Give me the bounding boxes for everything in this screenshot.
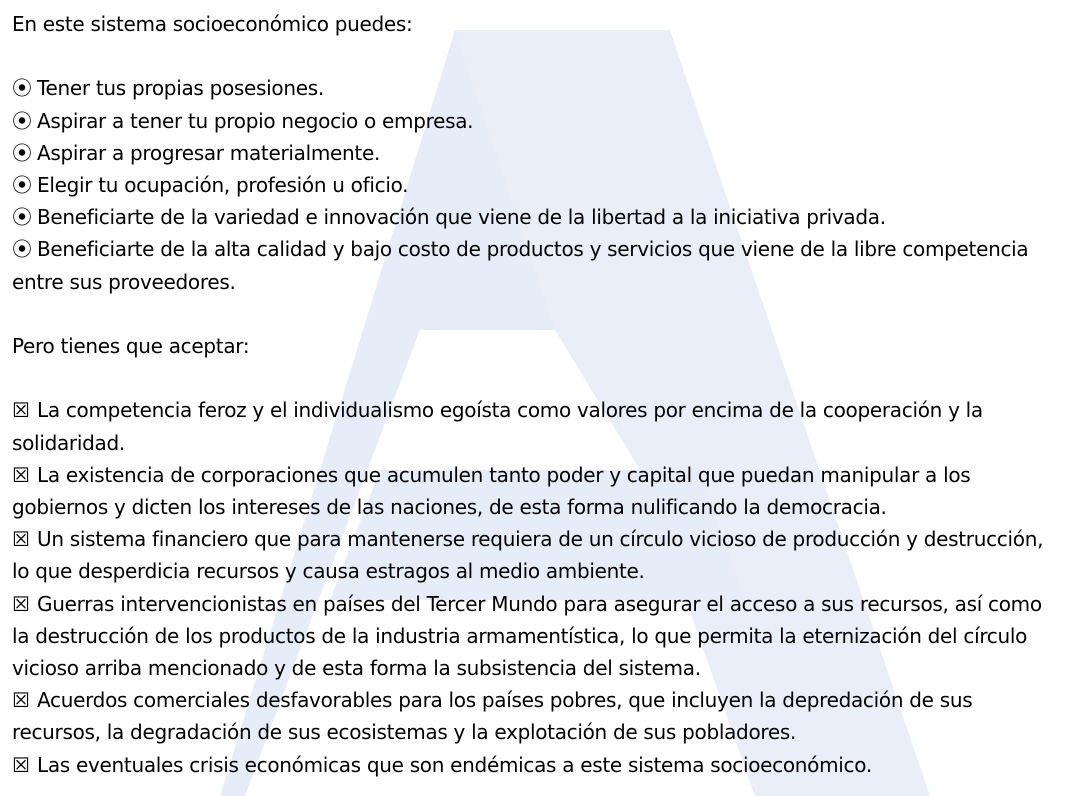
ballot-x-icon: ☒ (12, 462, 30, 487)
ballot-x-icon: ☒ (12, 752, 30, 777)
pros-item (12, 105, 1057, 137)
pros-item-text: Aspirar a progresar materialmente. (37, 140, 381, 165)
ballot-x-icon: ☒ (12, 398, 30, 423)
cons-heading: Pero tienes que aceptar: (12, 334, 250, 358)
spacer (12, 362, 1057, 394)
ballot-x-icon: ☒ (12, 688, 30, 713)
pros-item-text: Tener tus propias posesiones. (37, 76, 324, 101)
ballot-x-icon: ☒ (12, 527, 30, 552)
pros-list (12, 72, 1057, 297)
pros-item-text: Elegir tu ocupación, profesión u oficio. (37, 173, 409, 197)
cons-item-text: Las eventuales crisis económicas que son endémicas a este sistema socioeconómico. (37, 752, 872, 777)
ballot-x-icon: ☒ (12, 591, 30, 616)
circled-dot-icon: ⦿ (12, 205, 32, 230)
cons-item-text: Un sistema financiero que para mantenerse requiera de un círculo vicioso de producción y destrucción, lo que desperdicia recursos y causa estragos al medio ambiente. (12, 527, 1044, 584)
circled-dot-icon: ⦿ (12, 140, 32, 165)
intro-heading: En este sistema socioeconómico puedes: (12, 12, 413, 36)
cons-item (12, 749, 1057, 781)
circled-dot-icon: ⦿ (12, 76, 32, 101)
cons-item-text: Guerras intervencionistas en países del Tercer Mundo para asegurar el acceso a sus recursos, así como la destrucción de los productos de la industria armamentística, lo que permita la eternización del círculo vicioso arriba mencionado y de esta forma la subsistencia del sistema. (12, 591, 1042, 681)
cons-list (12, 394, 1057, 780)
cons-item (12, 459, 1057, 523)
pros-item (12, 169, 1057, 201)
pros-item-text: Beneficiarte de la variedad e innovación que viene de la libertad a la iniciativa privada. (37, 205, 886, 230)
spacer (12, 298, 1057, 330)
pros-item-text: Aspirar a tener tu propio negocio o empresa. (37, 108, 474, 133)
cons-item-text: Acuerdos comerciales desfavorables para los países pobres, que incluyen la depredación de sus recursos, la degradación de sus ecosistemas y la explotación de sus pobladores. (12, 688, 973, 745)
pros-item (12, 72, 1057, 104)
spacer (12, 40, 1057, 72)
pros-item (12, 137, 1057, 169)
cons-item-text: La existencia de corporaciones que acumulen tanto poder y capital que puedan manipular a los gobiernos y dicten los intereses de las naciones, de esta forma nulificando la democracia. (12, 462, 971, 519)
pros-item (12, 201, 1057, 233)
cons-item (12, 684, 1057, 748)
cons-item-text: La competencia feroz y el individualismo egoísta como valores por encima de la cooperación y la solidaridad. (12, 398, 983, 455)
cons-item (12, 588, 1057, 685)
cons-item (12, 394, 1057, 458)
circled-dot-icon: ⦿ (12, 108, 32, 133)
pros-item (12, 233, 1057, 297)
pros-item-text: Beneficiarte de la alta calidad y bajo costo de productos y servicios que viene de la libre competencia entre sus proveedores. (12, 237, 1029, 294)
circled-dot-icon: ⦿ (12, 173, 32, 197)
document-body (12, 8, 1057, 781)
circled-dot-icon: ⦿ (12, 237, 32, 262)
cons-item (12, 523, 1057, 587)
